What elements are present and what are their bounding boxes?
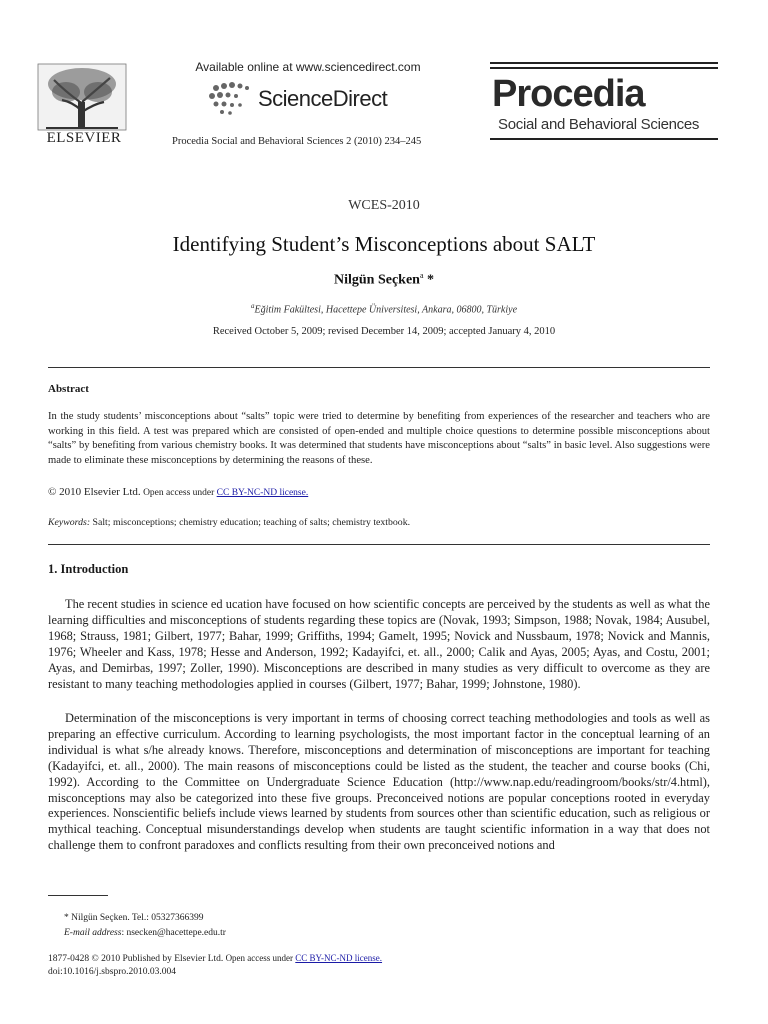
footer-open-access-text: Open access under	[223, 953, 296, 963]
procedia-subtitle: Social and Behavioral Sciences	[498, 116, 700, 133]
keywords-label: Keywords:	[48, 517, 91, 528]
available-online-text: Available online at www.sciencedirect.com	[195, 60, 421, 74]
divider-top	[48, 367, 710, 368]
author-affiliation-mark: a	[419, 271, 424, 280]
author-name: Nilgün Seçken	[333, 272, 420, 288]
issn-line	[48, 953, 382, 964]
elsevier-wordmark: ELSEVIER	[46, 130, 122, 146]
affiliation: Eğitim Fakültesi, Hacettepe Üniversitesi, Ankara, 06800, Türkiye	[254, 304, 518, 316]
procedia-top-rules	[490, 62, 718, 72]
copyright-text: © 2010 Elsevier Ltd.	[48, 486, 141, 498]
corresponding-author-mark: *	[423, 272, 435, 288]
affiliation-line	[0, 302, 768, 315]
introduction-paragraph-2: Determination of the misconceptions is very important in terms of choosing correct teaching methodologies and tools as well as preparing an effective curriculum. According to learning psychologists, the most important factor in the conceptual learning of an individual is what s/he already knows. Therefore, misconceptions and determination of misconceptions are important for teaching (Kadayifci, et. all., 2000). The main reasons of misconceptions could be listed as the student, the teacher and course books (Chi, 1992). According to the Committee on Undergraduate Science Education (http://www.nap.edu/readingroom/books/str/4.html), misconceptions may also be categorized into these five groups. Preconceived notions are popular conceptions rooted in everyday experiences. Nonscientific beliefs include views learned by students from sources other than scientific education, such as religious or mythical teaching. Conceptual misunderstandings develop when students are taught scientific information in a way that does not challenge them to confront paradoxes and conflicts resulting from their own preconceived notions and	[48, 711, 710, 853]
affiliation-mark: a	[250, 302, 255, 310]
footer-license-link[interactable]: CC BY-NC-ND license.	[295, 953, 383, 963]
conference-name: WCES-2010	[348, 198, 420, 213]
introduction-heading: 1. Introduction	[48, 562, 129, 576]
license-link[interactable]: CC BY-NC-ND license.	[216, 488, 309, 498]
introduction-paragraph-1: The recent studies in science ed ucation have focused on how scientific concepts are perceived by the students as well as what the learning difficulties and misconceptions of students regarding these topics are (Novak, 1993; Simpson, 1988; Novak, 1984; Ausubel, 1968; Strauss, 1981; Gilbert, 1977; Bahar, 1999; Griffiths, 1994; Gamelt, 1995; Novick and Nussbaum, 1978; Novick and Mannis, 1976; Wheeler and Kass, 1978; Hesse and Anderson, 1992; Kadayifci, et. all., 2000; Calik and Ayas, 2005; Ayas, and Costu, 2001; Ayas, and Demirbas, 1997; Zoller, 1990). Misconceptions are described in many studies as very difficult to overcome as they are resistant to many teaching methodologies applied in courses (Gilbert, 1977; Bahar, 1999; Johnstone, 1980).	[48, 597, 710, 691]
email-label: E-mail address	[64, 928, 122, 938]
procedia-title: Procedia	[492, 73, 645, 115]
open-access-text: Open access under	[140, 488, 217, 498]
keywords-text: Salt; misconceptions; chemistry education; teaching of salts; chemistry textbook.	[90, 517, 411, 528]
email-address: : nsecken@hacettepe.edu.tr	[121, 928, 226, 938]
email-footnote	[64, 928, 226, 938]
footnote-rule	[48, 895, 108, 896]
issn-text: 1877-0428 © 2010 Published by Elsevier Ltd.	[48, 954, 224, 964]
received-dates: Received October 5, 2009; revised December 14, 2009; accepted January 4, 2010	[212, 326, 556, 337]
copyright-line	[48, 486, 308, 498]
procedia-bottom-rule	[490, 138, 718, 140]
author-line	[0, 271, 768, 289]
corresponding-author-footnote: * Nilgün Seçken. Tel.: 05327366399	[64, 913, 204, 923]
abstract-heading: Abstract	[48, 383, 89, 395]
sciencedirect-wordmark: ScienceDirect	[258, 86, 388, 111]
paper-title: Identifying Student’s Misconceptions about SALT	[172, 232, 596, 256]
divider-bottom	[48, 544, 710, 545]
doi-line: doi:10.1016/j.sbspro.2010.03.004	[48, 967, 176, 977]
journal-citation: Procedia Social and Behavioral Sciences 2 (2010) 234–245	[172, 136, 422, 147]
abstract-body: In the study students’ misconceptions about “salts” topic were tried to determine by benefiting from experiences of the researcher and teachers who are working in this field. A test was prepared which are consisted of open-ended and multiple choice questions to determine possible misconceptions about “salts” by benefiting from various chemistry books. It was determined that students have misconceptions about “salts” in basic level. Also suggestions were made to eliminate these misconceptions by determining the reasons of these.	[48, 411, 710, 466]
keywords-line	[48, 517, 410, 528]
